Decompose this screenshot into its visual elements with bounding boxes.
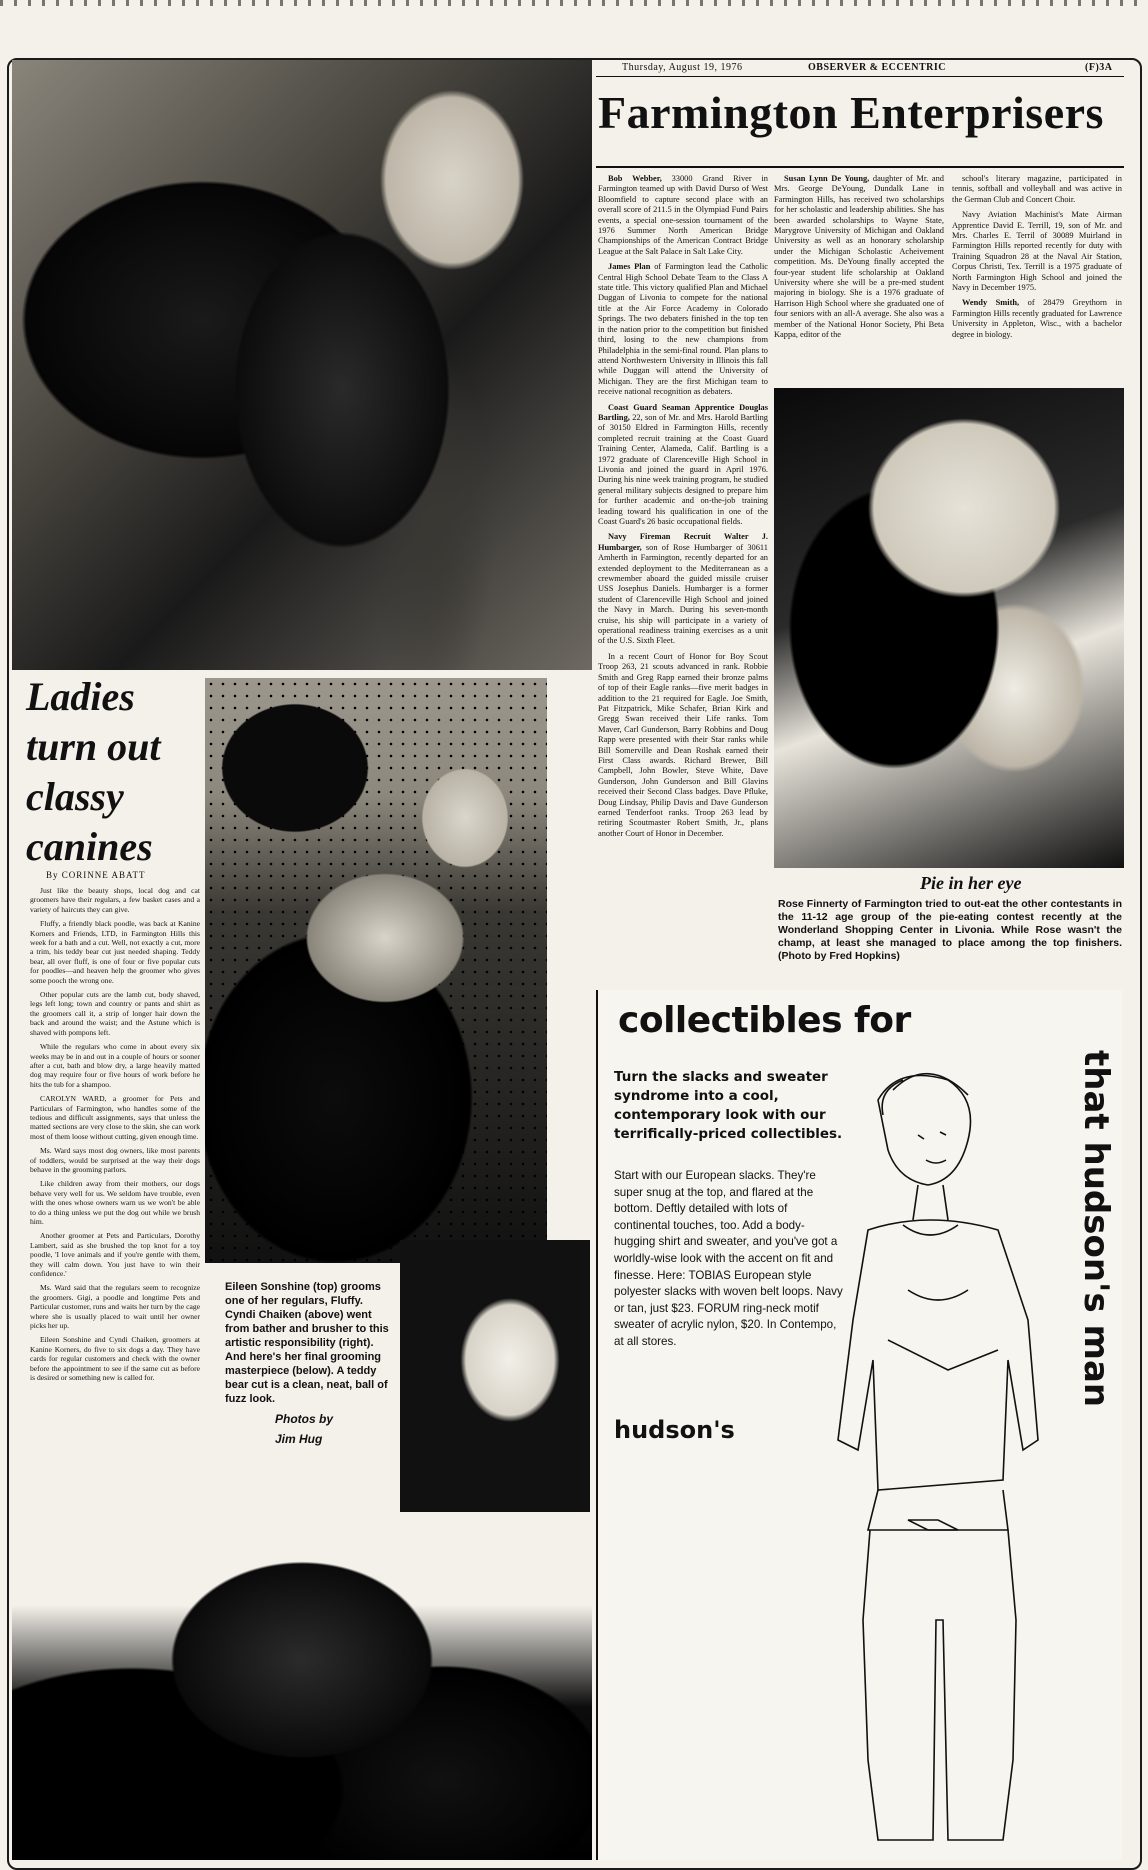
paragraph-lead: Bob Webber, <box>608 174 662 183</box>
canines-paragraph: Ms. Ward said that the regulars seem to recognize the groomers. Gigi, a poodle and longtime Pets and Particular customer, runs and waits her turn by the cage where she is usually placed to wait until her owner picks her up. <box>30 1283 200 1331</box>
canines-headline-line-4: canines <box>26 824 153 869</box>
article-paragraph <box>598 403 768 528</box>
canines-paragraph: Another groomer at Pets and Particulars, Dorothy Lambert, said as she brushed the top knot for a toy poodle, 'I love animals and if you're gentle with them, they will calm down. You just have to win their confidence.' <box>30 1231 200 1279</box>
paragraph-text: of 28479 Greythorn in Farmington Hills recently graduated for Lawrence University in Appleton, Wisc., with a bachelor degree in biology. <box>952 298 1122 339</box>
article-paragraph <box>952 210 1122 293</box>
groomer-photo-middle <box>205 678 547 1263</box>
section-title: Farmington Enterprisers <box>598 87 1104 138</box>
ad-body: Start with our European slacks. They're super snug at the top, and flared at the bottom. Deftly detailed with lots of continental touches, too. Add a body-hugging shirt and sweater, and you've got a worldly-wise look with the accent on fit and finesse. Here: TOBIAS European style polyester slacks with woven belt loops. Navy or tan, just $23. FORUM ring-neck motif sweater of acrylic nylon, $20. In Contempo, at all stores. <box>614 1169 843 1348</box>
paragraph-lead: Coast Guard Seaman Apprentice Douglas Bartling, <box>598 402 768 422</box>
canines-headline-line-3: classy <box>26 774 124 819</box>
ad-vertical-text: that hudson's man <box>1076 1050 1116 1408</box>
photo-credit-line-1: Photos by <box>275 1412 334 1426</box>
article-paragraph <box>774 174 944 341</box>
article-paragraph <box>598 174 768 257</box>
article-paragraph <box>598 652 768 839</box>
article-paragraph <box>952 298 1122 340</box>
paragraph-lead: James Plan <box>608 262 651 272</box>
ad-lead: Turn the slacks and sweater syndrome into a cool, contemporary look with our terrifically-priced collectibles. <box>614 1069 843 1142</box>
canines-paragraph: Eileen Sonshine and Cyndi Chaiken, groomers at Kanine Korners, do five to six dogs a day. They have cards for regular customers and check with the owner before the appointment to see if the same cut as before is desired or something new is called for. <box>30 1335 200 1383</box>
teddy-bear-dog-photo <box>400 1240 590 1512</box>
canines-byline: By CORINNE ABATT <box>46 870 146 880</box>
ad-headline: collectibles for <box>618 1000 911 1041</box>
hudsons-ad <box>596 990 1122 1860</box>
enterprisers-column-3 <box>952 174 1122 382</box>
canines-headline-line-1: Ladies <box>26 674 135 719</box>
folio-date: Thursday, August 19, 1976 <box>622 62 743 73</box>
paragraph-text: In a recent Court of Honor for Boy Scout Troop 263, 21 scouts advanced in rank. Robbie Smith and Greg Rapp earned their bronze palms of top of their Eagle ranks—five merit badges in addition to the 21 required for Eagle. Joe Smith, Pat Fitzpatrick, Mike Schafer, Brian Kirk and Gregg Swan received their Life ranks. Tom Maver, Carl Gunderson, Barry Robbins and Doug Rapp were presented with their Star ranks while Bill Somerville and Dean Roshak earned their First Class awards. Richard Brewer, Bill Campbell, John Bowler, Steve White, Dave Gunderson, John Gunderson and Bill Glavins received their Second Class badges. Dave Pfluke, Doug Lindsay, Philip Davis and Dave Gunderson earned Tenderfoot ranks. Troop 263 lead by retiring Scoutmaster Robert Smith, Jr., plans another Court of Honor in December. <box>598 651 768 838</box>
canines-paragraph: Fluffy, a friendly black poodle, was back at Kanine Korners and Friends, LTD, in Farmington Hills this week for a bath and a cut. Well, not exactly a cut, more a trim, his teddy bear cut just needed shaping. Teddy bear, all over fluff, is one of four or five popular cuts for poodles—and heaven help the groomer who gives some pooch the wrong one. <box>30 919 200 985</box>
paragraph-text: son of Rose Humbarger of 30611 Amherth in Farmington, recently departed for an extended deployment to the Mediterranean as a crewmember aboard the guided missile cruiser USS Josephus Daniels. Humbarger is a former student of Clarenceville High School and joined the Navy in March. During his seven-month cruise, his ship will participate in a variety of operational readiness training exercises as a unit of the U.S. Sixth Fleet. <box>598 542 768 646</box>
groomer-photo-bottom <box>12 1520 592 1860</box>
canines-article <box>30 886 200 1446</box>
canines-paragraph: CAROLYN WARD, a groomer for Pets and Particulars of Farmington, who handles some of the tedious and difficult assignments, says that unless the matted sections are very close to the skin, she can work most of them loose without cutting, given enough time. <box>30 1094 200 1141</box>
paragraph-lead: Susan Lynn De Young, <box>784 174 870 183</box>
photo-credit-line-2: Jim Hug <box>275 1432 323 1446</box>
folio-paper: OBSERVER & ECCENTRIC <box>808 62 947 73</box>
paragraph-text: Navy Aviation Machinist's Mate Airman Apprentice David E. Terrill, 19, son of Mr. and Mrs. Charles E. Terril of 30089 Muirland in Farmington Hills reported recently for duty with Training Squadron 28 at the Naval Air Station, Corpus Christi, Tex. Terrill is a 1975 graduate of North Farmington High School and joined the Navy in December 1975. <box>952 210 1122 293</box>
paragraph-text: 33000 Grand River in Farmington teamed up with David Durso of West Bloomfield to capture second place with an overall score of 211.5 in the Olympiad Fund Pairs events, a special one-session tournament of the 1976 Summer North American Bridge Championships of the American Contract Bridge League at the Salt Palace in Salt Lake City. <box>598 174 768 256</box>
paragraph-text: 22, son of Mr. and Mrs. Harold Bartling of 30150 Eldred in Farmington Hills, recently completed recruit training at the Coast Guard Training Center, Alameda, Calif. Bartling is a 1972 graduate of Clarenceville High School in Livonia and joined the guard in April 1976. During his nine week training program, he studied general military subjects designed to prepare him for further academic and on-the-job training leading toward his qualification in one of the Coast Guard's 26 basic occupational fields. <box>598 412 768 526</box>
enterprisers-column-1 <box>598 174 768 974</box>
canines-paragraph: Ms. Ward says most dog owners, like most parents of toddlers, would be surprised at the way their dogs behave in the grooming parlors. <box>30 1146 200 1174</box>
canines-paragraph: Other popular cuts are the lamb cut, body shaved, legs left long; town and country or pants and shirt as the groomers call it, a strip of longer hair down the back and around the waist; and the Astune which is shaved with pompons left. <box>30 990 200 1037</box>
ad-model-illustration <box>808 1060 1098 1850</box>
paragraph-text: of Farmington lead the Catholic Central High School Debate Team to the Class A state title. This victory qualified Plan and Michael Duggan of Livonia to compete for the national title at the Air Force Academy in Colorado Springs. The two debaters finished in the top ten in the nation prior to the competition but finished third, losing to the new champions from Philadelphia in the semi-final round. Plan plans to attend Northwestern University in Illinois this fall while Duggan will attend the University of Michigan. They are the first Michigan team to receive national recognition as debaters. <box>598 262 768 397</box>
groomer-photo-top <box>12 60 592 670</box>
pie-headline: Pie in her eye <box>920 873 1022 893</box>
folio-page: (F)3A <box>1085 62 1113 73</box>
paragraph-text: daughter of Mr. and Mrs. George DeYoung, Dundalk Lane in Farmington Hills, has received two scholarships for her scholastic and leadership abilities. She has been awarded scholarships to Wayne State, Marygrove University of Michigan and Oakland University as well as an honorary scholarship under the Michigan Scholastic Acheivement competition. Ms. DeYoung finally accepted the four-year student life scholarship at Oakland University where she will be a pre-med student majoring in biology. She is a 1976 graduate of Harrison High School where she graduated one of four seniors with an all-A average. She also was a member of the National Honor Society, Phi Beta Kappa, editor of the <box>774 174 944 340</box>
paragraph-lead: Navy Fireman Recruit Walter J. Humbarger, <box>598 532 768 552</box>
pie-eating-photo <box>774 388 1124 868</box>
enterprisers-column-2 <box>774 174 944 382</box>
canines-paragraph: While the regulars who come in about every six weeks may be in and out in a couple of hours or sooner after a cut, bath and blow dry, a large heavily matted dog may require four or five hours of work before he hits the tub for a shampoo. <box>30 1042 200 1089</box>
pie-caption: Rose Finnerty of Farmington tried to out-eat the other contestants in the 11-12 age group of the pie-eating contest recently at the Wonderland Shopping Center in Livonia. While Rose wasn't the champ, at least she managed to place among the top finishers. (Photo by Fred Hopkins) <box>778 898 1122 962</box>
article-paragraph <box>598 532 768 646</box>
article-paragraph <box>952 174 1122 205</box>
article-paragraph <box>598 262 768 397</box>
canines-paragraph: Just like the beauty shops, local dog and cat groomers have their regulars, a few basket cases and a variety of haircuts they can give. <box>30 886 200 914</box>
canines-headline-line-2: turn out <box>26 724 161 769</box>
paragraph-text: school's literary magazine, participated in tennis, softball and volleyball and was active in the German Club and Concert Choir. <box>952 174 1122 204</box>
paragraph-lead: Wendy Smith, <box>962 298 1020 308</box>
canines-headline <box>26 672 161 872</box>
canines-paragraph: Like children away from their mothers, our dogs behave very well for us. We seldom have trouble, even with the ones whose owners warn us we won't be able to do a thing unless we put the dog out while we brush him. <box>30 1179 200 1226</box>
section-title-rule <box>596 166 1124 168</box>
folio-rule <box>596 76 1124 77</box>
hudsons-logo: hudson's <box>614 1416 735 1444</box>
top-dotted-rule <box>0 0 1148 6</box>
canines-photo-caption: Eileen Sonshine (top) grooms one of her regulars, Fluffy. Cyndi Chaiken (above) went from bather and brusher to this artistic responsibility (right). And here's her final grooming masterpiece (below). A teddy bear cut is a clean, neat, ball of fuzz look. <box>225 1281 389 1405</box>
